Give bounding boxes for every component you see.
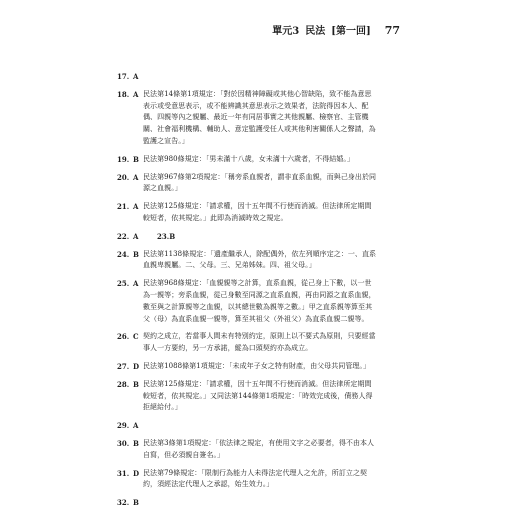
question-number: 18. [117, 89, 130, 99]
explanation-line: 表示或受意思表示，或不能辨識其意思表示之效果者，法院得因本人、配 [143, 101, 369, 110]
explanation-line: 契約之成立，若當事人間未有特別約定，原則上以不要式為原則，只要經當 [143, 332, 376, 341]
answer-item [117, 497, 417, 509]
explanation-text [143, 154, 417, 166]
explanation-text [143, 249, 417, 273]
explanation-line: 民法第1088條第1項規定：「未成年子女之特有財產，由父母共同管理。」 [143, 361, 371, 370]
explanation-line: 源之血親。」 [143, 184, 182, 193]
answer-choice: B [133, 249, 139, 259]
explanation-line: 民法第980條規定：「男未滿十八歲，女未滿十六歲者，不得結婚。」 [143, 154, 354, 163]
answer-list [117, 71, 417, 509]
page-number: 77 [384, 24, 400, 37]
explanation-text [143, 331, 417, 355]
explanation-line: 民法第79條規定：「限制行為能力人未得法定代理人之允許，所訂立之契 [143, 468, 368, 477]
explanation-text [143, 172, 417, 196]
question-number: 22. [117, 231, 130, 241]
answer-choice: D [133, 468, 140, 478]
explanation-line: 事人一方要約，另一方承諾，縱為口頭契約亦為成立。 [143, 344, 313, 353]
explanation-line: 關、社會福利機構、輔助人、意定監護受任人或其他利害關係人之聲請，為 [143, 125, 376, 134]
answer-item [117, 420, 417, 432]
answer-item [117, 331, 417, 355]
answer-item [117, 249, 417, 273]
explanation-text [143, 468, 417, 492]
question-number: 31. [117, 468, 130, 478]
explanation-text [143, 379, 417, 414]
answer-choice: C [133, 332, 139, 342]
answer-choice: D [133, 361, 140, 371]
question-number: 27. [117, 361, 130, 371]
explanation-line: 數至與之計算親等之血親，以其總世數為親等之數。」甲之直系親等算至其 [143, 302, 373, 311]
answer-item [117, 278, 417, 325]
answer-choice: B [133, 498, 139, 508]
question-number: 29. [117, 421, 130, 431]
explanation-line: 民法第14條第1項規定：「對於因精神障礙或其他心智缺陷，致不能為意思 [143, 89, 372, 98]
answer-item [117, 172, 417, 196]
explanation-line: 為一親等；旁系血親，從己身數至同源之直系血親，再由同源之直系血親， [143, 290, 376, 299]
question-number: 26. [117, 332, 130, 342]
explanation-text [143, 361, 417, 373]
question-number: 28. [117, 379, 130, 389]
answer-choice: B [133, 154, 139, 164]
answer-item [117, 438, 417, 462]
answer-item [117, 231, 417, 243]
answer-choice: B [133, 379, 139, 389]
answer-choice: A [133, 72, 139, 81]
question-number: 17. [117, 72, 130, 81]
answer-choice: B [133, 438, 139, 448]
explanation-line: 血親卑親屬。二、父母。三、兄弟姊妹。四、祖父母。」 [143, 261, 316, 270]
question-number: 24. [117, 249, 130, 259]
explanation-line: 父（母）為直系血親一親等，算至其祖父（外祖父）為直系血親二親等。 [143, 314, 369, 323]
explanation-line: 約，須經法定代理人之承認，始生效力。」 [143, 480, 274, 489]
exam-label: [第一回] [331, 26, 371, 37]
question-number: 19. [117, 154, 130, 164]
explanation-line: 較短者，依其規定。」又同法第144條第1項規定：「時效完成後，債務人得 [143, 391, 373, 400]
explanation-line: 民法第968條規定：「血親親等之計算，直系血親，從己身上下數，以一世 [143, 279, 372, 288]
answer-choice: A [133, 172, 139, 182]
question-number: 21. [117, 202, 130, 212]
question-number: 23. [157, 231, 170, 241]
explanation-line: 偶、四親等內之親屬、最近一年有同居事實之其他親屬、檢察官、主管機 [143, 113, 369, 122]
explanation-line: 自寫，但必須親自簽名。」 [143, 450, 225, 459]
explanation-line: 監護之宣告。」 [143, 136, 189, 145]
answer-choice: A [133, 202, 139, 212]
answer-choice: A [133, 231, 139, 241]
question-number: 30. [117, 438, 130, 448]
explanation-line: 民法第1138條規定：「遺產繼承人，除配偶外，依左列順序定之：一、直系 [143, 249, 377, 258]
explanation-text [143, 438, 417, 462]
page-header [272, 22, 400, 37]
question-number: 25. [117, 279, 130, 289]
explanation-line: 民法第967條第2項規定：「稱旁系血親者，謂非直系血親，而與己身出於同 [143, 172, 377, 181]
answer-item [117, 379, 417, 414]
explanation-text [143, 89, 417, 148]
explanation-line: 拒絕給付。」 [143, 403, 182, 412]
answer-item [117, 201, 417, 225]
answer-item [117, 468, 417, 492]
subject-label: 民法 [305, 26, 326, 37]
question-number: 20. [117, 172, 130, 182]
explanation-text [143, 201, 417, 225]
explanation-line: 民法第3條第1項規定：「依法律之規定，有使用文字之必要者，得不由本人 [143, 438, 375, 447]
explanation-line: 民法第125條規定：「請求權，因十五年間不行使而消滅。但法律所定期間 [143, 379, 372, 388]
answer-choice: A [133, 89, 139, 99]
explanation-line: 民法第125條規定：「請求權，因十五年間不行使而消滅。但法律所定期間 [143, 202, 372, 211]
answer-choice: A [133, 279, 139, 289]
answer-choice: B [169, 231, 176, 241]
answer-choice: A [133, 421, 139, 431]
unit-label: 單元3 [272, 26, 300, 37]
answer-item [117, 89, 417, 148]
answer-item [117, 71, 417, 83]
answer-item [117, 154, 417, 166]
explanation-text [143, 278, 417, 325]
answer-item [117, 361, 417, 373]
question-number: 32. [117, 498, 130, 508]
explanation-line: 較短者，依其規定。」此即為消滅時效之規定。 [143, 213, 288, 222]
